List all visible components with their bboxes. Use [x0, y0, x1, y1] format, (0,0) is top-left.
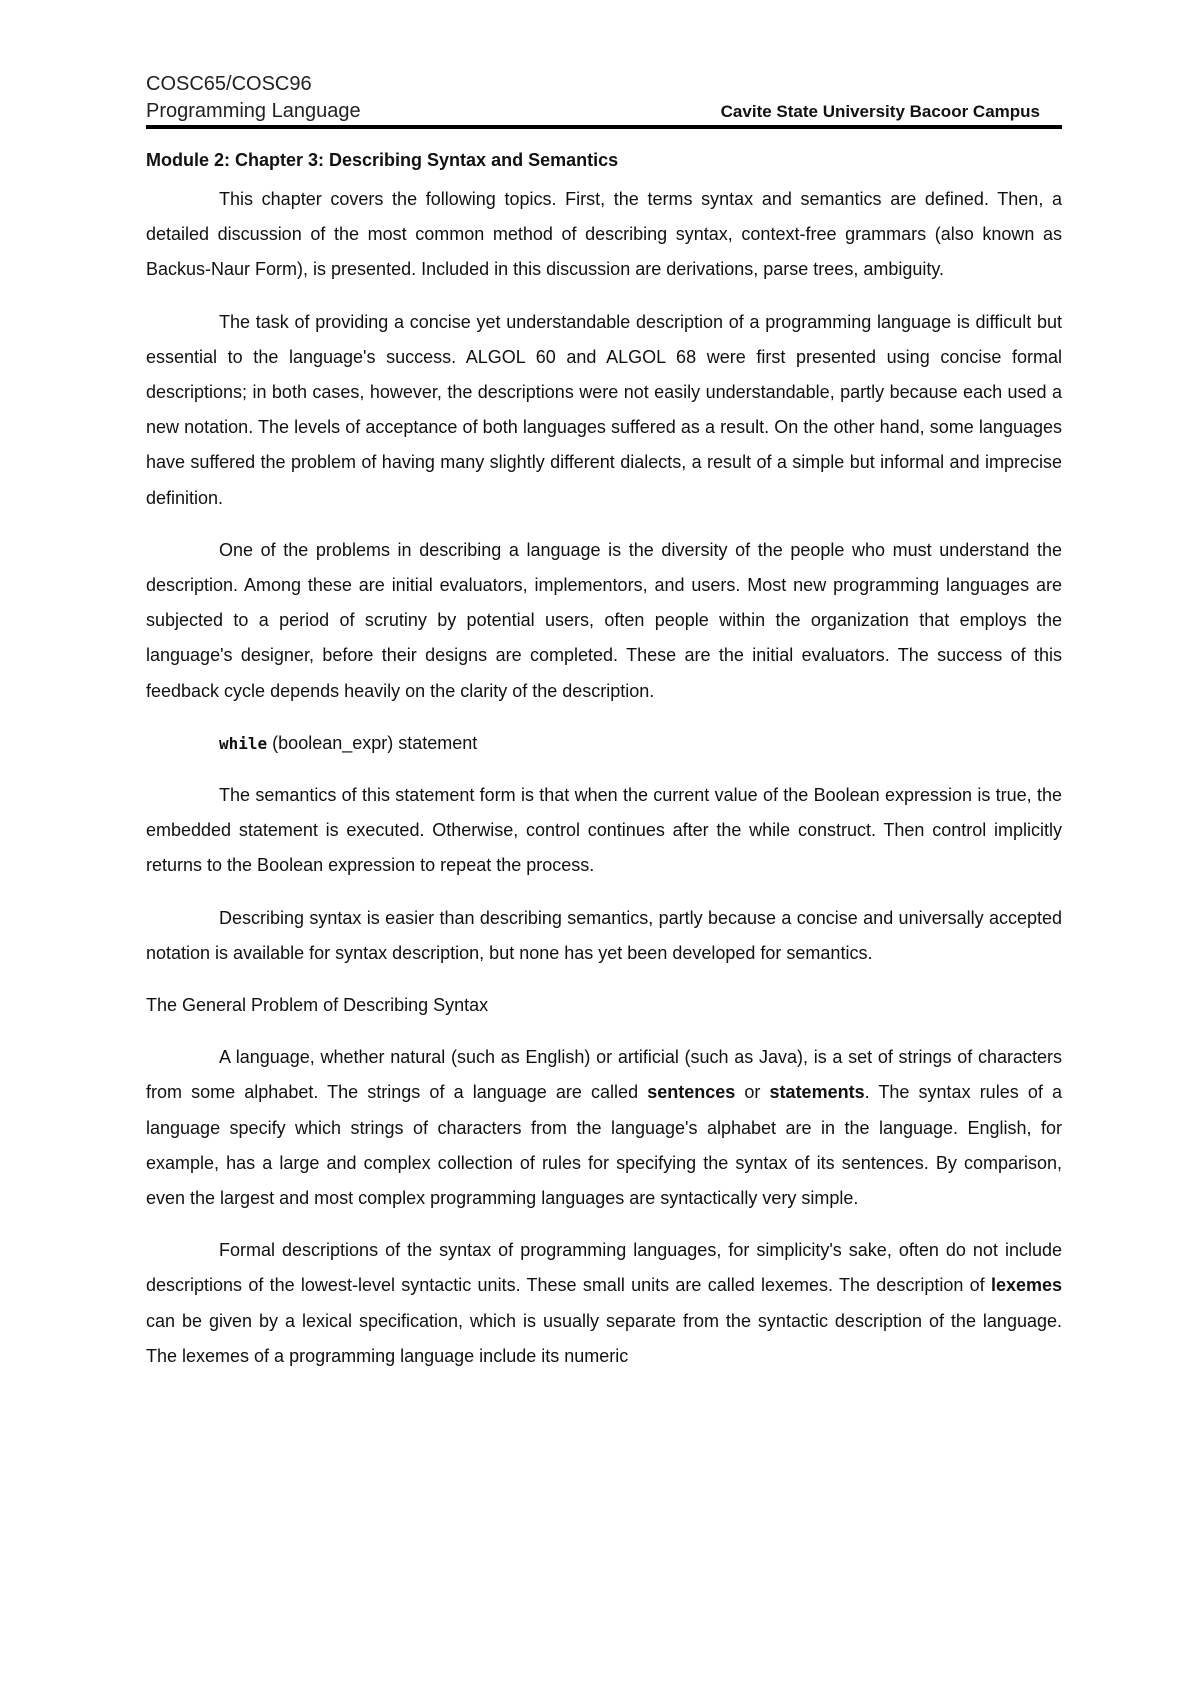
term-statements: statements — [769, 1082, 865, 1103]
paragraph-6 — [146, 1040, 1062, 1216]
code-example — [146, 726, 1062, 761]
code-rest: (boolean_expr) statement — [267, 732, 478, 753]
section-heading: The General Problem of Describing Syntax — [146, 995, 489, 1016]
course-name: Programming Language — [146, 100, 361, 122]
paragraph-1: This chapter covers the following topics. First, the terms syntax and semantics are defined. Then, a detailed discussion of the most common method of describing syntax, context-free grammars (also known as Backus-Naur Form), is presented. Included in this discussion are derivations, parse trees, ambiguity. — [146, 189, 1062, 280]
paragraph-4: The semantics of this statement form is that when the current value of the Boolean expression is true, the embedded statement is executed. Otherwise, control continues after the while construct. Then control implicitly returns to the Boolean expression to repeat the process. — [146, 785, 1062, 876]
document-body — [146, 148, 1062, 1391]
paragraph-5: Describing syntax is easier than describing semantics, partly because a concise and universally accepted notation is available for syntax description, but none has yet been developed for semantics. — [146, 907, 1062, 963]
document-title: Module 2: Chapter 3: Describing Syntax and Semantics — [146, 150, 619, 170]
university-name: Cavite State University Bacoor Campus — [720, 102, 1040, 121]
term-lexemes: lexemes — [990, 1275, 1062, 1296]
paragraph-7-text-b: can be given by a lexical specification, which is usually separate from the syntactic description of the language. The lexemes of a programming language include its numeric — [146, 1310, 1062, 1366]
term-sentences: sentences — [647, 1082, 736, 1103]
paragraph-6-text-b: or — [735, 1082, 770, 1103]
paragraph-6-text-c: . The syntax rules of a language specify which strings of characters from the language's alphabet are in the language. English, for example, has a large and complex collection of rules for specifying the syntax of its sentences. By comparison, even the largest and most complex programming languages are syntactically very simple. — [146, 1082, 1062, 1209]
paragraph-2: The task of providing a concise yet understandable description of a programming language is difficult but essential to the language's success. ALGOL 60 and ALGOL 68 were first presented using concise formal descriptions; in both cases, however, the descriptions were not easily understandable, partly because each used a new notation. The levels of acceptance of both languages suffered as a result. On the other hand, some languages have suffered the problem of having many slightly different dialects, a result of a simple but informal and imprecise definition. — [146, 311, 1062, 508]
code-keyword: while — [219, 733, 268, 753]
header-rule — [146, 125, 1062, 129]
course-code: COSC65/COSC96 — [146, 73, 312, 95]
page-header — [146, 72, 1062, 130]
paragraph-7-text-a: Formal descriptions of the syntax of programming languages, for simplicity's sake, often do not include descriptions of the lowest-level syntactic units. These small units are called lexemes. The description of — [146, 1240, 1062, 1296]
paragraph-6-text-a: A language, whether natural (such as English) or artificial (such as Java), is a set of strings of characters from some alphabet. The strings of a language are called — [146, 1047, 1062, 1103]
paragraph-7 — [146, 1233, 1062, 1374]
paragraph-3: One of the problems in describing a language is the diversity of the people who must understand the description. Among these are initial evaluators, implementors, and users. Most new programming languages are subjected to a period of scrutiny by potential users, often people within the organization that employs the language's designer, before their designs are completed. These are the initial evaluators. The success of this feedback cycle depends heavily on the clarity of the description. — [146, 539, 1062, 701]
